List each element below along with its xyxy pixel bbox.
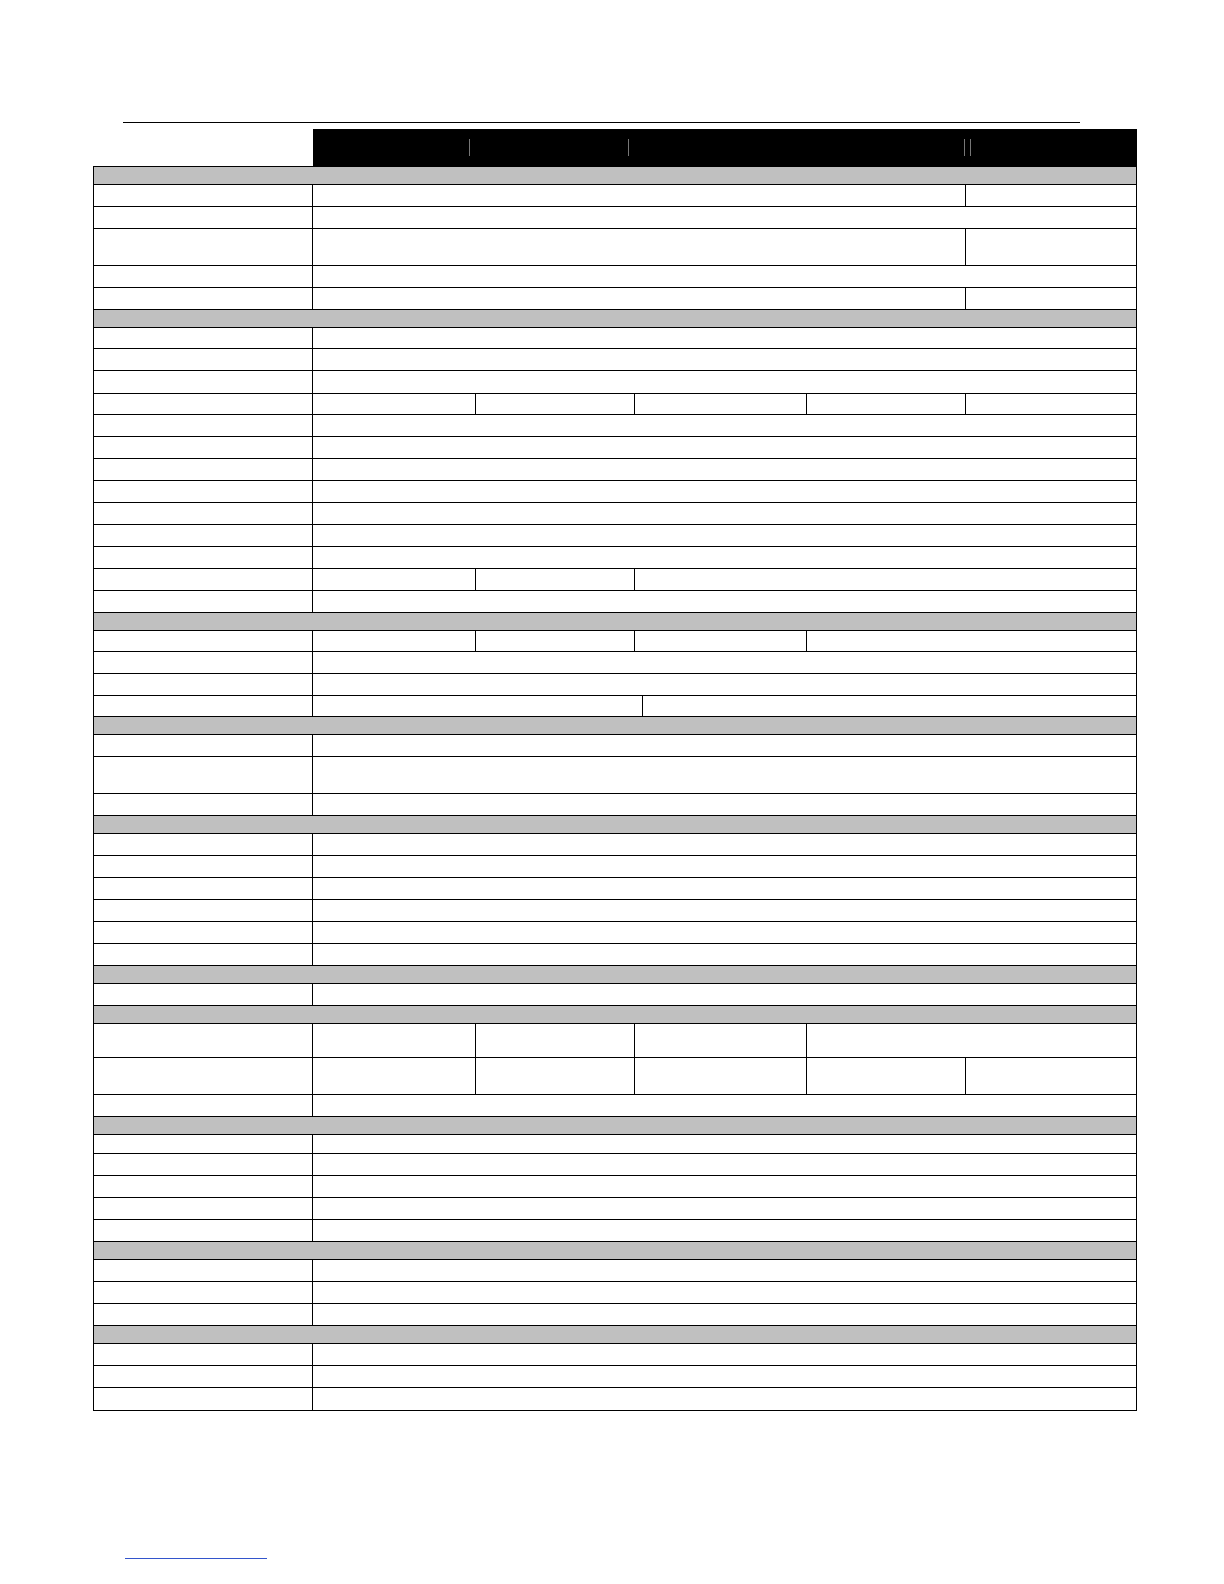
section-header — [94, 717, 1136, 735]
field-values — [313, 631, 1137, 651]
field-value-cell[interactable] — [476, 631, 635, 651]
field-value-cell[interactable] — [643, 696, 1137, 716]
field-value-cell[interactable] — [313, 437, 1137, 458]
field-label — [94, 591, 313, 612]
form-row — [94, 349, 1136, 371]
field-label — [94, 481, 313, 502]
field-value-cell[interactable] — [313, 328, 1137, 348]
field-value-cell[interactable] — [313, 1366, 1137, 1387]
form-row — [94, 185, 1136, 207]
field-values — [313, 1282, 1137, 1303]
field-label — [94, 1058, 313, 1094]
field-value-cell[interactable] — [313, 856, 1137, 877]
field-label — [94, 371, 313, 393]
field-label — [94, 437, 313, 458]
form-row — [94, 735, 1136, 757]
form-row — [94, 1058, 1136, 1095]
field-value-cell[interactable] — [313, 735, 1137, 756]
section-header — [94, 1242, 1136, 1260]
field-values — [313, 652, 1137, 673]
field-label — [94, 266, 313, 287]
field-label — [94, 757, 313, 793]
field-value-cell[interactable] — [476, 1024, 635, 1057]
footer-link-underline[interactable] — [125, 1558, 267, 1559]
field-value-cell[interactable] — [807, 394, 966, 414]
field-value-cell[interactable] — [313, 1388, 1137, 1410]
top-rule — [123, 122, 1080, 123]
field-value-cell[interactable] — [635, 1058, 807, 1094]
field-label — [94, 794, 313, 815]
field-value-cell[interactable] — [313, 525, 1137, 546]
form-header-bar — [313, 129, 1137, 166]
form-row — [94, 591, 1136, 613]
field-value-cell[interactable] — [313, 1220, 1137, 1241]
field-values — [313, 1260, 1137, 1281]
field-values — [313, 371, 1137, 393]
field-value-cell[interactable] — [635, 1024, 807, 1057]
field-label — [94, 459, 313, 480]
field-value-cell[interactable] — [966, 229, 1137, 265]
header-divider — [628, 139, 629, 156]
field-value-cell[interactable] — [807, 1024, 1137, 1057]
form-row — [94, 1304, 1136, 1326]
field-value-cell[interactable] — [313, 944, 1137, 965]
field-values — [313, 459, 1137, 480]
field-value-cell[interactable] — [313, 757, 1137, 793]
field-values — [313, 569, 1137, 590]
field-values — [313, 328, 1137, 348]
field-value-cell[interactable] — [635, 569, 1137, 590]
form-row — [94, 1260, 1136, 1282]
field-value-cell[interactable] — [313, 1154, 1137, 1175]
field-value-cell[interactable] — [313, 1304, 1137, 1325]
field-value-cell[interactable] — [313, 459, 1137, 480]
field-values — [313, 547, 1137, 568]
field-values — [313, 349, 1137, 370]
field-value-cell[interactable] — [313, 674, 1137, 695]
form-row — [94, 856, 1136, 878]
field-values — [313, 735, 1137, 756]
form-row — [94, 696, 1136, 717]
field-values — [313, 415, 1137, 436]
section-header — [94, 1006, 1136, 1024]
field-value-cell[interactable] — [476, 394, 635, 414]
field-values — [313, 266, 1137, 287]
field-values — [313, 1058, 1137, 1094]
form-row — [94, 944, 1136, 966]
form-table — [93, 166, 1137, 1411]
field-label — [94, 922, 313, 943]
field-label — [94, 1304, 313, 1325]
field-label — [94, 503, 313, 524]
field-values — [313, 1176, 1137, 1197]
field-values — [313, 1198, 1137, 1219]
field-value-cell[interactable] — [635, 394, 807, 414]
field-value-cell[interactable] — [476, 1058, 635, 1094]
field-value-cell[interactable] — [313, 207, 1137, 228]
field-value-cell[interactable] — [313, 1176, 1137, 1197]
field-values — [313, 437, 1137, 458]
field-label — [94, 1198, 313, 1219]
field-label — [94, 984, 313, 1005]
form-row — [94, 757, 1136, 794]
field-values — [313, 185, 1137, 206]
section-header — [94, 816, 1136, 834]
field-value-cell[interactable] — [313, 652, 1137, 673]
field-value-cell[interactable] — [807, 631, 1137, 651]
form-row — [94, 834, 1136, 856]
field-values — [313, 834, 1137, 855]
field-values — [313, 1388, 1137, 1410]
field-value-cell[interactable] — [313, 922, 1137, 943]
field-values — [313, 1304, 1137, 1325]
field-values — [313, 922, 1137, 943]
field-values — [313, 1344, 1137, 1365]
field-label — [94, 569, 313, 590]
field-label — [94, 1095, 313, 1116]
field-value-cell[interactable] — [313, 1095, 1137, 1116]
form-row — [94, 922, 1136, 944]
form-row — [94, 1024, 1136, 1058]
field-label — [94, 834, 313, 855]
field-values — [313, 394, 1137, 414]
field-value-cell[interactable] — [313, 481, 1137, 502]
section-header — [94, 167, 1136, 185]
field-values — [313, 481, 1137, 502]
field-value-cell[interactable] — [313, 229, 966, 265]
field-values — [313, 900, 1137, 921]
form-row — [94, 1154, 1136, 1176]
field-label — [94, 1282, 313, 1303]
field-values — [313, 794, 1137, 815]
field-value-cell[interactable] — [313, 415, 1137, 436]
field-label — [94, 1260, 313, 1281]
form-row — [94, 652, 1136, 674]
field-values — [313, 1024, 1137, 1057]
field-value-cell[interactable] — [313, 696, 643, 716]
form-row — [94, 288, 1136, 310]
field-label — [94, 328, 313, 348]
field-value-cell[interactable] — [313, 591, 1137, 612]
field-label — [94, 1176, 313, 1197]
field-label — [94, 349, 313, 370]
form-row — [94, 229, 1136, 266]
field-value-cell[interactable] — [313, 878, 1137, 899]
field-values — [313, 757, 1137, 793]
field-label — [94, 735, 313, 756]
form-row — [94, 878, 1136, 900]
field-value-cell[interactable] — [313, 900, 1137, 921]
field-value-cell[interactable] — [313, 1344, 1137, 1365]
field-value-cell[interactable] — [313, 266, 1137, 287]
form-row — [94, 266, 1136, 288]
field-label — [94, 674, 313, 695]
field-value-cell[interactable] — [966, 1058, 1137, 1094]
form-row — [94, 1176, 1136, 1198]
field-label — [94, 547, 313, 568]
form-row — [94, 503, 1136, 525]
header-divider — [970, 139, 971, 156]
section-header — [94, 966, 1136, 984]
field-label — [94, 944, 313, 965]
form-row — [94, 900, 1136, 922]
field-value-cell[interactable] — [313, 1024, 476, 1057]
field-value-cell[interactable] — [476, 569, 635, 590]
field-value-cell[interactable] — [313, 371, 1137, 393]
field-values — [313, 1095, 1137, 1116]
field-value-cell[interactable] — [313, 394, 476, 414]
form-row — [94, 459, 1136, 481]
form-row — [94, 328, 1136, 349]
field-label — [94, 229, 313, 265]
field-values — [313, 944, 1137, 965]
field-value-cell[interactable] — [313, 1058, 476, 1094]
field-value-cell[interactable] — [966, 288, 1137, 309]
section-header — [94, 613, 1136, 631]
form-row — [94, 525, 1136, 547]
field-label — [94, 185, 313, 206]
field-value-cell[interactable] — [313, 1282, 1137, 1303]
form-row — [94, 1095, 1136, 1117]
field-label — [94, 207, 313, 228]
field-label — [94, 631, 313, 651]
form-row — [94, 207, 1136, 229]
form-row — [94, 1220, 1136, 1242]
field-values — [313, 229, 1137, 265]
field-label — [94, 394, 313, 414]
form-row — [94, 1388, 1136, 1410]
field-value-cell[interactable] — [313, 349, 1137, 370]
field-value-cell[interactable] — [313, 288, 966, 309]
field-values — [313, 288, 1137, 309]
field-values — [313, 1135, 1137, 1153]
section-header — [94, 1326, 1136, 1344]
form-row — [94, 415, 1136, 437]
field-label — [94, 1344, 313, 1365]
form-row — [94, 631, 1136, 652]
form-row — [94, 1366, 1136, 1388]
field-label — [94, 525, 313, 546]
header-divider — [469, 139, 470, 156]
field-value-cell[interactable] — [313, 834, 1137, 855]
field-value-cell[interactable] — [313, 631, 476, 651]
field-label — [94, 1366, 313, 1387]
field-values — [313, 696, 1137, 716]
field-value-cell[interactable] — [313, 984, 1137, 1005]
field-values — [313, 525, 1137, 546]
field-label — [94, 415, 313, 436]
field-values — [313, 591, 1137, 612]
field-value-cell[interactable] — [313, 503, 1137, 524]
field-value-cell[interactable] — [966, 394, 1137, 414]
field-values — [313, 207, 1137, 228]
field-value-cell[interactable] — [966, 185, 1137, 206]
form-row — [94, 1344, 1136, 1366]
field-values — [313, 1154, 1137, 1175]
field-values — [313, 878, 1137, 899]
field-values — [313, 984, 1137, 1005]
form-row — [94, 794, 1136, 816]
section-header — [94, 310, 1136, 328]
field-label — [94, 878, 313, 899]
form-row — [94, 984, 1136, 1006]
field-value-cell[interactable] — [313, 1260, 1137, 1281]
field-label — [94, 900, 313, 921]
field-value-cell[interactable] — [313, 547, 1137, 568]
form-row — [94, 569, 1136, 591]
field-value-cell[interactable] — [313, 1198, 1137, 1219]
form-row — [94, 547, 1136, 569]
form-row — [94, 481, 1136, 503]
form-row — [94, 674, 1136, 696]
field-value-cell[interactable] — [635, 631, 807, 651]
field-values — [313, 1366, 1137, 1387]
field-label — [94, 1388, 313, 1410]
form-row — [94, 437, 1136, 459]
field-label — [94, 652, 313, 673]
field-values — [313, 503, 1137, 524]
field-label — [94, 1024, 313, 1057]
field-value-cell[interactable] — [313, 1135, 1137, 1153]
form-row — [94, 371, 1136, 394]
field-values — [313, 1220, 1137, 1241]
field-values — [313, 674, 1137, 695]
field-values — [313, 856, 1137, 877]
field-label — [94, 1135, 313, 1153]
form-row — [94, 1282, 1136, 1304]
field-label — [94, 1220, 313, 1241]
header-divider — [964, 139, 965, 156]
field-value-cell[interactable] — [313, 185, 966, 206]
field-value-cell[interactable] — [313, 569, 476, 590]
form-row — [94, 1198, 1136, 1220]
field-value-cell[interactable] — [807, 1058, 966, 1094]
field-value-cell[interactable] — [313, 794, 1137, 815]
form-row — [94, 1135, 1136, 1154]
field-label — [94, 1154, 313, 1175]
field-label — [94, 288, 313, 309]
field-label — [94, 696, 313, 716]
field-label — [94, 856, 313, 877]
section-header — [94, 1117, 1136, 1135]
form-row — [94, 394, 1136, 415]
